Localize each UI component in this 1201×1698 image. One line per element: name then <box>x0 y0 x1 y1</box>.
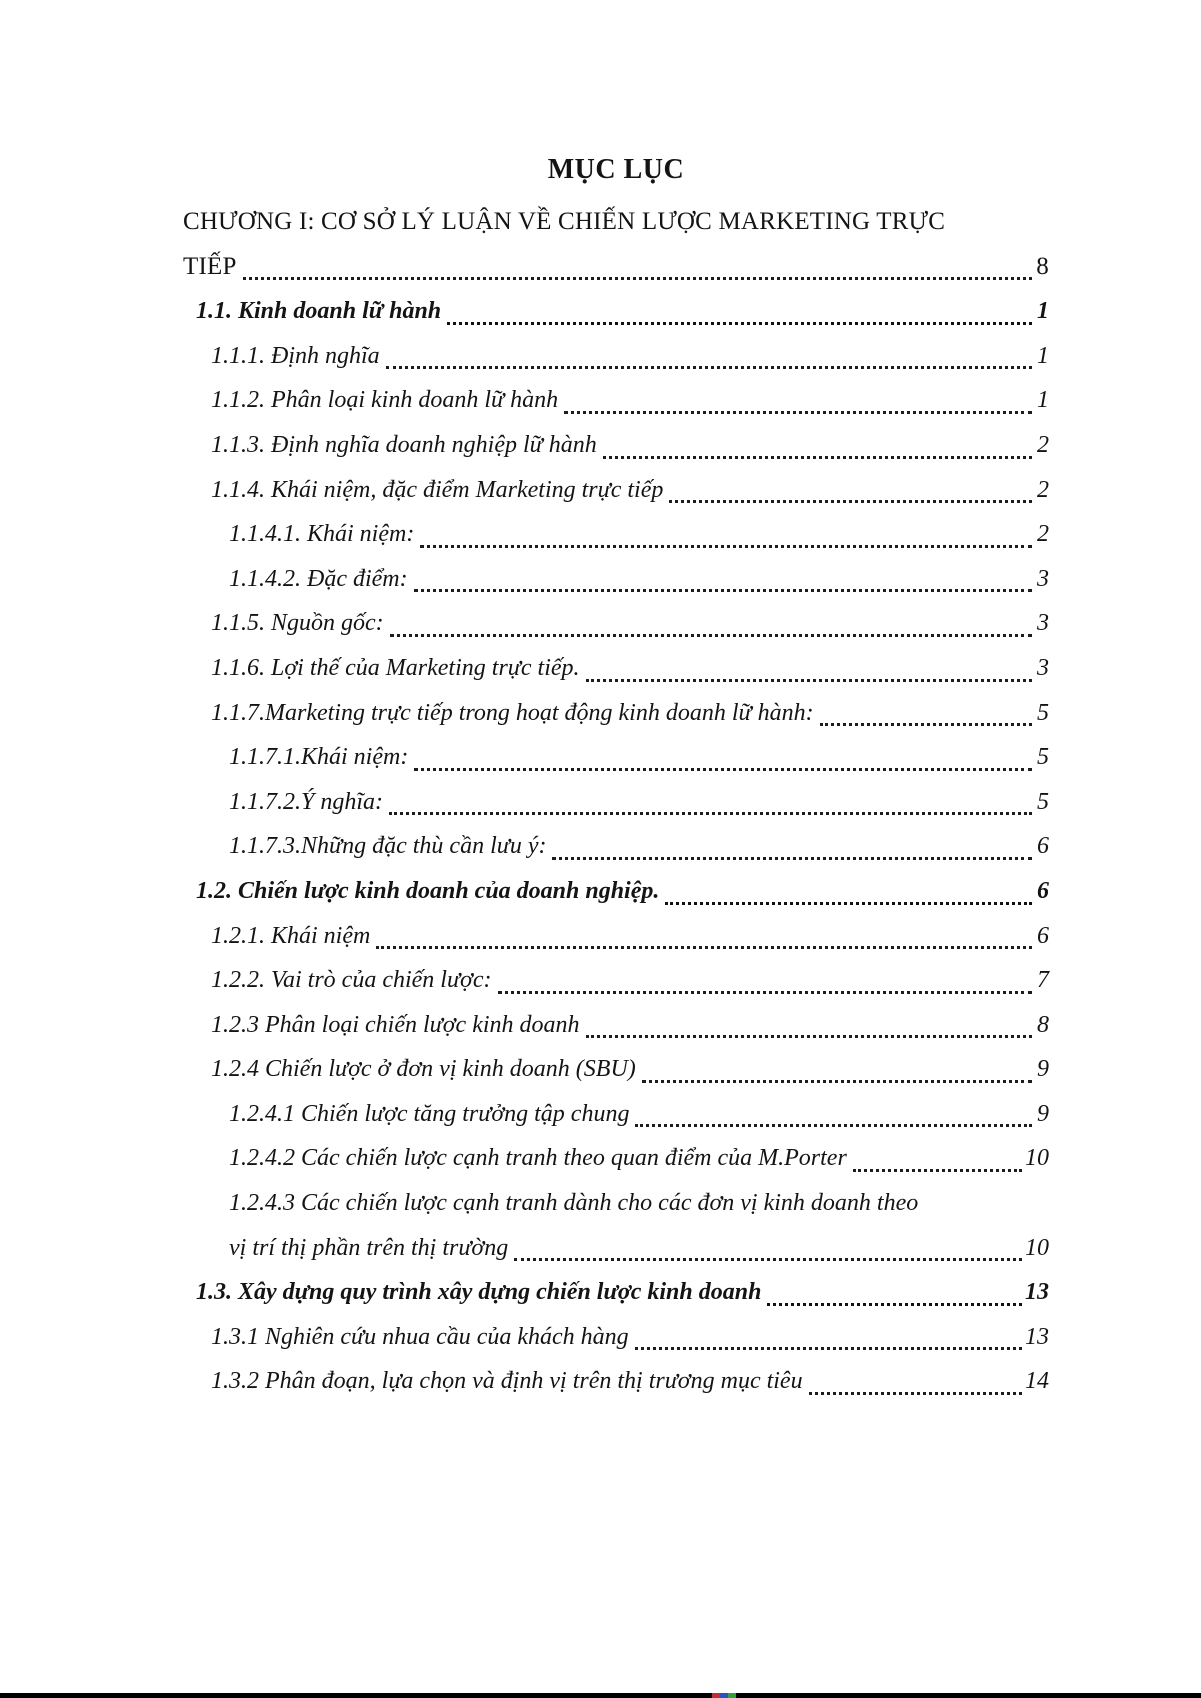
toc-entry-text: 1.1.5. Nguồn gốc: <box>211 610 384 637</box>
toc-entry-page: 5 <box>1037 788 1049 815</box>
toc-entry <box>183 601 1049 646</box>
toc-entry-page: 10 <box>1025 1234 1049 1261</box>
toc-entry <box>183 468 1049 513</box>
toc-entry-page: 2 <box>1037 431 1049 458</box>
toc-entry-text: 1.1.7.1.Khái niệm: <box>229 744 409 771</box>
dot-leader <box>809 1392 1022 1395</box>
toc-entry-text: 1.2. Chiến lược kinh doanh của doanh nghiệp. <box>196 877 660 904</box>
toc-entry-page: 5 <box>1037 699 1049 726</box>
dot-leader <box>635 1347 1022 1350</box>
toc-entry-text: 1.2.4.3 Các chiến lược cạnh tranh dành cho các đơn vị kinh doanh theo <box>229 1190 919 1217</box>
dot-leader <box>376 946 1032 949</box>
dot-leader <box>552 857 1032 860</box>
toc-entry-text: 1.3. Xây dựng quy trình xây dựng chiến lược kinh doanh <box>196 1279 762 1306</box>
toc-entry <box>183 646 1049 691</box>
toc-entry-text: TIẾP <box>183 252 237 280</box>
toc-entry-page: 2 <box>1037 521 1049 548</box>
toc-entry-page: 13 <box>1025 1279 1049 1306</box>
dot-leader <box>853 1169 1022 1172</box>
toc-entry <box>183 691 1049 736</box>
dot-leader <box>564 411 1032 414</box>
toc-entry <box>183 914 1049 959</box>
toc-entry <box>183 1315 1049 1360</box>
dot-leader <box>420 545 1032 548</box>
toc-entry-page: 9 <box>1037 1100 1049 1127</box>
toc-content <box>183 148 1049 1404</box>
toc-entry-text: 1.2.2. Vai trò của chiến lược: <box>211 967 492 994</box>
bottom-bar <box>0 1693 1201 1698</box>
toc-entry-page: 1 <box>1037 387 1049 414</box>
toc-entry-text: 1.2.4 Chiến lược ở đơn vị kinh doanh (SBU) <box>211 1056 636 1083</box>
toc-entry <box>183 378 1049 423</box>
dot-leader <box>514 1258 1022 1261</box>
dot-leader <box>820 723 1032 726</box>
toc-entry <box>183 557 1049 602</box>
toc-entry-text: 1.1.4.1. Khái niệm: <box>229 521 415 548</box>
toc-entry-text: CHƯƠNG I: CƠ SỞ LÝ LUẬN VỀ CHIẾN LƯỢC MARKETING TRỰC <box>183 208 946 235</box>
dot-leader <box>603 456 1032 459</box>
dot-leader <box>767 1303 1022 1306</box>
dot-leader <box>635 1124 1032 1127</box>
dot-leader <box>414 589 1032 592</box>
toc-list <box>183 200 1049 1404</box>
toc-entry-text: 1.2.1. Khái niệm <box>211 922 371 949</box>
toc-entry <box>183 869 1049 914</box>
toc-entry-continuation <box>183 245 1049 290</box>
page-title: MỤC LỤC <box>547 154 685 185</box>
toc-entry-page: 1 <box>1037 342 1049 369</box>
toc-entry <box>183 334 1049 379</box>
dot-leader <box>498 991 1032 994</box>
toc-entry <box>183 1092 1049 1137</box>
toc-entry-text: 1.1.4. Khái niệm, đặc điểm Marketing trực tiếp <box>211 476 664 503</box>
toc-entry <box>183 1003 1049 1048</box>
toc-entry-text: 1.3.1 Nghiên cứu nhua cầu của khách hàng <box>211 1323 629 1350</box>
toc-entry-text: 1.2.4.1 Chiến lược tăng trưởng tập chung <box>229 1100 630 1127</box>
dot-leader <box>414 768 1032 771</box>
toc-entry <box>183 1181 1049 1226</box>
toc-entry-text: 1.1.1. Định nghĩa <box>211 342 380 369</box>
toc-entry-page: 3 <box>1037 565 1049 592</box>
toc-entry-page: 7 <box>1037 967 1049 994</box>
toc-entry-page: 6 <box>1037 833 1049 860</box>
toc-entry-page: 14 <box>1025 1368 1049 1395</box>
toc-entry-page: 13 <box>1025 1323 1049 1350</box>
dot-leader <box>586 679 1032 682</box>
toc-entry-text: 1.1.7.2.Ý nghĩa: <box>229 788 384 815</box>
toc-entry-page: 1 <box>1037 298 1049 325</box>
toc-entry-page: 8 <box>1037 1011 1049 1038</box>
toc-entry <box>183 1047 1049 1092</box>
dot-leader <box>389 812 1032 815</box>
toc-entry <box>183 1359 1049 1404</box>
toc-entry <box>183 1136 1049 1181</box>
toc-entry <box>183 780 1049 825</box>
toc-entry <box>183 958 1049 1003</box>
dot-leader <box>669 500 1032 503</box>
toc-entry-page: 6 <box>1037 877 1049 904</box>
dot-leader <box>390 634 1032 637</box>
toc-entry-text: 1.1.2. Phân loại kinh doanh lữ hành <box>211 387 559 414</box>
toc-entry-text: 1.1.7.Marketing trực tiếp trong hoạt động kinh doanh lữ hành: <box>211 699 814 726</box>
toc-entry <box>183 824 1049 869</box>
toc-entry-text: 1.2.3 Phân loại chiến lược kinh doanh <box>211 1011 580 1038</box>
toc-entry-page: 10 <box>1025 1145 1049 1172</box>
toc-entry-text: 1.1.4.2. Đặc điểm: <box>229 565 408 592</box>
toc-entry-text: 1.3.2 Phân đoạn, lựa chọn và định vị trên thị trương mục tiêu <box>211 1368 803 1395</box>
dot-leader <box>642 1080 1032 1083</box>
toc-entry-page: 5 <box>1037 744 1049 771</box>
toc-entry-text: 1.1.6. Lợi thế của Marketing trực tiếp. <box>211 654 580 681</box>
toc-entry <box>183 423 1049 468</box>
toc-entry-text: 1.1.7.3.Những đặc thù cần lưu ý: <box>229 833 547 860</box>
dot-leader <box>243 277 1032 280</box>
toc-entry-text: vị trí thị phần trên thị trường <box>229 1234 509 1261</box>
toc-entry <box>183 512 1049 557</box>
toc-entry-text: 1.2.4.2 Các chiến lược cạnh tranh theo quan điểm của M.Porter <box>229 1145 847 1172</box>
dot-leader <box>386 366 1032 369</box>
bottom-bar-accent <box>712 1693 736 1698</box>
dot-leader <box>447 322 1032 325</box>
toc-entry-text: 1.1.3. Định nghĩa doanh nghiệp lữ hành <box>211 431 597 458</box>
toc-entry-page: 8 <box>1036 252 1049 280</box>
toc-entry-text: 1.1. Kinh doanh lữ hành <box>196 298 442 325</box>
toc-entry-page: 2 <box>1037 476 1049 503</box>
dot-leader <box>665 902 1032 905</box>
dot-leader <box>586 1035 1032 1038</box>
toc-entry <box>183 1270 1049 1315</box>
toc-entry-continuation <box>183 1226 1049 1271</box>
toc-entry <box>183 735 1049 780</box>
toc-entry <box>183 200 1049 245</box>
toc-entry-page: 9 <box>1037 1056 1049 1083</box>
toc-entry <box>183 289 1049 334</box>
toc-entry-page: 6 <box>1037 922 1049 949</box>
toc-entry-page: 3 <box>1037 610 1049 637</box>
toc-entry-page: 3 <box>1037 654 1049 681</box>
